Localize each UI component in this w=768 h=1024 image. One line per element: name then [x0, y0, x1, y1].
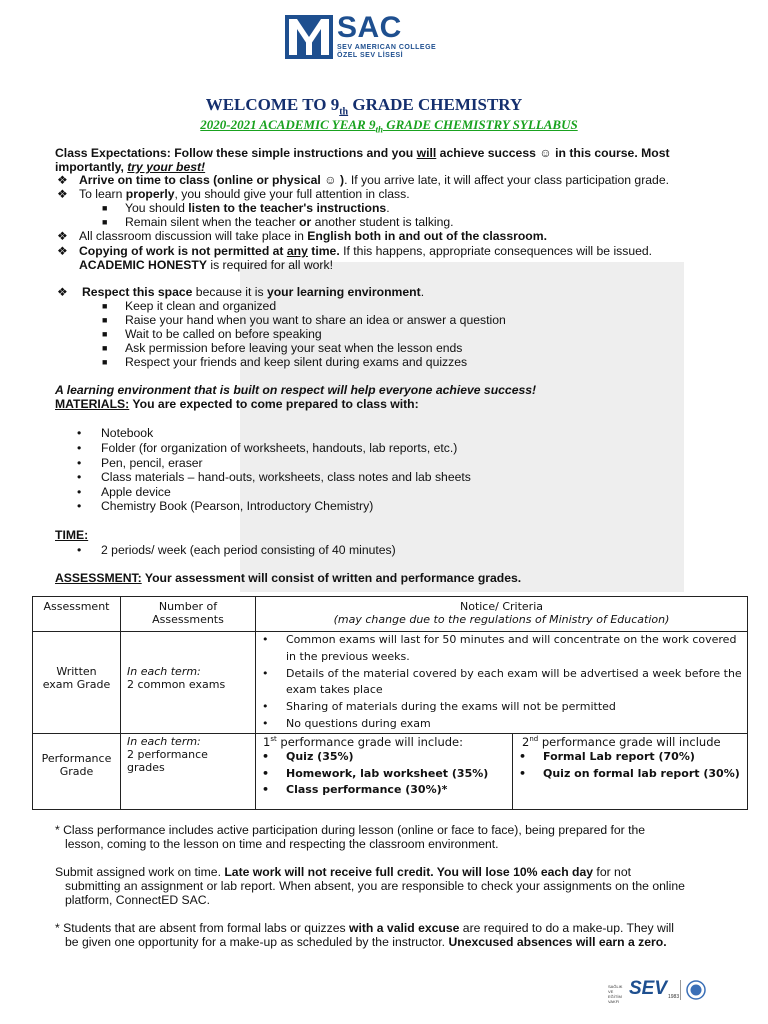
expectations-intro: Class Expectations: Follow these simple instructions and you will achieve success ☺ in this course. Most: [55, 146, 670, 160]
performance-2-heading: 2nd performance grade will include: [522, 734, 721, 749]
diamond-bullet-icon: ❖: [57, 285, 68, 299]
respect-item: Keep it clean and organized: [125, 299, 277, 313]
bullet-icon: •: [77, 543, 82, 557]
submit-note-2: submitting an assignment or lab report. When absent, you are responsible to check your assignments on the online: [65, 879, 685, 893]
bullet-icon: •: [77, 456, 82, 470]
written-note: • Common exams will last for 50 minutes and will concentrate on the work covered in the previous weeks.: [286, 632, 747, 666]
footer-divider: [680, 980, 681, 1000]
square-bullet-icon: ■: [102, 357, 108, 367]
materials-item: Pen, pencil, eraser: [101, 456, 203, 470]
written-count: In each term: 2 common exams: [121, 632, 256, 734]
logo-line2: ÖZEL SEV LİSESİ: [337, 52, 404, 59]
bullet-icon: •: [77, 485, 82, 499]
written-note: • Sharing of materials during the exams will not be permitted: [286, 699, 747, 716]
square-bullet-icon: ■: [102, 329, 108, 339]
materials-item: Folder (for organization of worksheets, handouts, lab reports, etc.): [101, 441, 458, 455]
performance-1-item: • Quiz (35%): [286, 749, 512, 766]
absent-note: * Students that are absent from formal labs or quizzes with a valid excuse are required to do a make-up. They will: [55, 921, 674, 935]
sac-logo-icon: [285, 15, 333, 59]
bullet-icon: •: [77, 470, 82, 484]
written-note: • No questions during exam: [286, 716, 747, 733]
expectation-honesty: ACADEMIC HONESTY is required for all work!: [79, 258, 333, 272]
materials-item: Apple device: [101, 485, 171, 499]
footer-foundation-text: SAĞLIK VE EĞİTİM VAKFI: [608, 984, 623, 1004]
absent-note-2: be given one opportunity for a make-up as scheduled by the instructor. Unexcused absences will earn a zero.: [65, 935, 667, 949]
respect-item: Raise your hand when you want to share an idea or answer a question: [125, 313, 506, 327]
header-notice: Notice/ Criteria (may change due to the regulations of Ministry of Education): [256, 597, 748, 632]
materials-item: Chemistry Book (Pearson, Introductory Chemistry): [101, 499, 374, 513]
bullet-icon: •: [77, 499, 82, 513]
square-bullet-icon: ■: [102, 315, 108, 325]
written-notes: [256, 632, 748, 734]
performance-1-item: • Homework, lab worksheet (35%): [286, 766, 512, 783]
logo-line1: SEV AMERICAN COLLEGE: [337, 44, 437, 51]
square-bullet-icon: ■: [102, 343, 108, 353]
submit-note-3: platform, ConnectED SAC.: [65, 893, 210, 907]
page-subtitle: 2020-2021 ACADEMIC YEAR $9_{th}$ GRADE CHEMISTRY SYLLABUS: [200, 117, 578, 135]
assessment-heading: ASSESSMENT: Your assessment will consist of written and performance grades.: [55, 571, 522, 585]
materials-item: Notebook: [101, 426, 154, 440]
bullet-icon: •: [77, 426, 82, 440]
expectation-copy: Copying of work is not permitted at any time. If this happens, appropriate consequences will be issued.: [79, 244, 653, 258]
performance-2: [513, 733, 748, 809]
respect-item: Wait to be called on before speaking: [125, 327, 322, 341]
square-bullet-icon: ■: [102, 203, 108, 213]
performance-1: [256, 733, 513, 809]
expectation-respect: Respect this space because it is your learning environment.: [82, 285, 425, 299]
expectation-silent: Remain silent when the teacher or another student is talking.: [125, 215, 454, 229]
written-label: Written exam Grade: [33, 632, 121, 734]
performance-2-item: • Quiz on formal lab report (30%): [543, 766, 747, 783]
diamond-bullet-icon: ❖: [57, 173, 68, 187]
written-note: • Details of the material covered by each exam will be advertised a week before the exam takes place: [286, 666, 747, 700]
materials-item: Class materials – hand-outs, worksheets, class notes and lab sheets: [101, 470, 471, 484]
expectation-arrive: Arrive on time to class (online or physical ☺ ). If you arrive late, it will affect your class participation grade.: [79, 173, 669, 187]
learning-environment-note: A learning environment that is built on respect will help everyone achieve success!: [55, 383, 537, 397]
ib-logo-icon: [686, 980, 706, 1005]
expectations-intro-2: importantly, try your best!: [55, 160, 206, 174]
expectation-listen: You should listen to the teacher's instructions.: [125, 201, 390, 215]
performance-count: In each term: 2 performance grades: [121, 733, 256, 809]
submit-note: Submit assigned work on time. Late work will not receive full credit. You will lose 10% each day for not: [55, 865, 631, 879]
logo-text: [337, 12, 436, 60]
respect-item: Respect your friends and keep silent during exams and quizzes: [125, 355, 468, 369]
assessment-table: [32, 596, 748, 810]
header-assessment: Assessment: [33, 597, 121, 632]
bullet-icon: •: [77, 441, 82, 455]
time-item: 2 periods/ week (each period consisting of 40 minutes): [101, 543, 396, 557]
logo-name: SAC: [337, 11, 402, 44]
page-title: WELCOME TO $9_{th}$ GRADE CHEMISTRY: [205, 95, 523, 118]
expectation-discussion: All classroom discussion will take place in English both in and out of the classroom.: [79, 229, 547, 243]
square-bullet-icon: ■: [102, 217, 108, 227]
performance-label: Performance Grade: [33, 733, 121, 809]
class-performance-note: * Class performance includes active participation during lesson (online or face to face), being prepared for the: [55, 823, 646, 837]
respect-item: Ask permission before leaving your seat when the lesson ends: [125, 341, 463, 355]
class-performance-note-2: lesson, coming to the lesson on time and respecting the classroom environment.: [65, 837, 499, 851]
expectation-learn: To learn properly, you should give your full attention in class.: [79, 187, 410, 201]
materials-heading: MATERIALS: You are expected to come prepared to class with:: [55, 397, 419, 411]
performance-2-item: • Formal Lab report (70%): [543, 749, 747, 766]
diamond-bullet-icon: ❖: [57, 229, 68, 243]
diamond-bullet-icon: ❖: [57, 187, 68, 201]
performance-1-heading: 1st performance grade will include:: [263, 734, 463, 749]
diamond-bullet-icon: ❖: [57, 244, 68, 258]
header-number: Number of Assessments: [121, 597, 256, 632]
footer-year: 1983: [668, 994, 680, 1000]
time-heading: TIME:: [55, 528, 89, 542]
footer-sev-logo: SEV: [629, 978, 668, 999]
performance-1-item: • Class performance (30%)*: [286, 782, 512, 799]
square-bullet-icon: ■: [102, 301, 108, 311]
